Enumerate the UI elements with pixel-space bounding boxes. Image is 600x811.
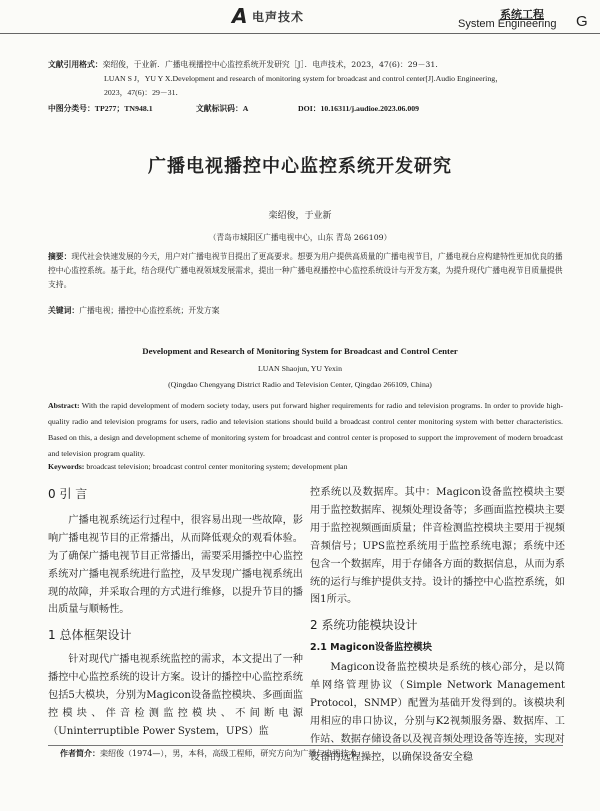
author-bio bbox=[60, 748, 364, 759]
english-affiliation: (Qingdao Chengyang District Radio and Television Center, Qingdao 266109, China) bbox=[168, 380, 432, 389]
abstract-cn-text: 现代社会快速发展的今天，用户对广播电视节目提出了更高要求。想要为用户提供高质量的广播电视节目，广播电视台应构建特性更加优良的播控中心监控系统。基于此，结合现代广播电视领域发展需求，提出一种广播电视播控中心监控系统设计与开发方案，为提升现代广播电视节目质量提供支持。 bbox=[48, 252, 563, 289]
column-name-en-tail: G bbox=[576, 13, 588, 30]
section-2-heading: 2 系统功能模块设计 bbox=[310, 618, 418, 633]
keywords-cn-text: 广播电视；播控中心监控系统；开发方案 bbox=[79, 306, 220, 315]
citation-cn-text: 栾绍俊，于业新．广播电视播控中心监控系统开发研究［J］．电声技术，2023，47(6)：29－31． bbox=[102, 60, 444, 69]
section-2-1-heading: 2.1 Magicon设备监控模块 bbox=[310, 642, 432, 654]
english-keywords bbox=[48, 462, 563, 471]
doc-label: 文献标识码： bbox=[196, 104, 243, 113]
english-abstract-label: Abstract: bbox=[48, 401, 80, 410]
section-1-paragraph: 针对现代广播电视系统监控的需求，本文提出了一种播控中心监控系统的设计方案。设计的播控中心监控系统包括5大模块，分别为Magicon设备监控模块、多画面监控模块、伴音检测监控模块、不间断电源（Uninterruptible Power System，UPS）监 bbox=[48, 654, 303, 737]
paper-authors: 栾绍俊，于业新 bbox=[268, 211, 332, 221]
citation-label: 文献引用格式： bbox=[48, 60, 103, 69]
english-authors: LUAN Shaojun, YU Yexin bbox=[258, 364, 342, 373]
keywords-cn bbox=[48, 305, 563, 316]
english-title: Development and Research of Monitoring System for Broadcast and Control Center bbox=[142, 346, 458, 356]
citation-en-line1: LUAN S J，YU Y X.Development and research of monitoring system for broadcast and control center[J].Audio Engineering， bbox=[104, 74, 503, 83]
section-0-paragraph: 广播电视系统运行过程中，很容易出现一些故障，影响广播电视节目的正常播出，从而降低观众的观看体验。为了确保广播电视节目正常播出，需要采用播控中心监控系统对广播电视系统进行监控，及早发现广播电视系统出现的故障，并采取合理的方式进行维修，以提升节目的播出质量与顺畅性。 bbox=[48, 514, 303, 616]
abstract-cn bbox=[48, 250, 563, 292]
clc-value: TP277；TN948.1 bbox=[94, 104, 153, 113]
citation-en-line2: 2023，47(6)：29－31． bbox=[104, 88, 184, 97]
right-paragraph-1: 控系统以及数据库。其中：Magicon设备监控模块主要用于监控数据库、视频处理设备等；多画面监控模块主要用于监控视频画面质量；伴音检测监控模块主要用于视频音频信号；UPS监控系统用于监控系统电源；系统中还包含一个数据库，用于存储各方面的数据信息，从而为系统的运行与维护提供支持。设计的播控中心监控系统，如图1所示。 bbox=[310, 487, 565, 606]
doc-value: A bbox=[242, 104, 249, 113]
english-abstract bbox=[48, 398, 563, 462]
section-2-1-paragraph: Magicon设备监控模块是系统的核心部分，是以简单网络管理协议（Simple Network Management Protocol，SNMP）配置为基础开发得到的。该模块利用相应的串口协议，分别与K2视频服务器、数据库、工作站、数据存储设备以及视音频处理设备等连接，实现对设备的远程操控，以确保设备安全稳 bbox=[310, 662, 565, 763]
journal-logo-mark: A bbox=[232, 4, 248, 28]
author-bio-label: 作者简介： bbox=[60, 748, 100, 758]
journal-logo-text: 电声技术 bbox=[252, 10, 305, 24]
footer-rule bbox=[48, 745, 563, 746]
column-name-en: System Engineering bbox=[458, 18, 557, 30]
right-column bbox=[310, 484, 565, 767]
keywords-cn-label: 关键词： bbox=[48, 306, 80, 315]
section-0-heading: 0 引 言 bbox=[48, 487, 88, 501]
header-rule bbox=[0, 33, 600, 34]
english-keywords-label: Keywords: bbox=[48, 462, 85, 471]
paper-affiliation: （青岛市城阳区广播电视中心，山东 青岛 266109） bbox=[208, 233, 392, 242]
citation-cn bbox=[48, 58, 568, 72]
abstract-cn-label: 摘要： bbox=[48, 252, 72, 261]
left-column bbox=[48, 486, 303, 741]
doi-value: 10.16311/j.audioe.2023.06.009 bbox=[320, 104, 420, 113]
doi bbox=[298, 103, 419, 114]
document-code bbox=[196, 103, 248, 114]
english-abstract-text: With the rapid development of modern society today, users put forward higher requirements for radio and television programs. In order to provide high-quality radio and television programs for users, radio and television stations should build a broadcast control center monitoring system with better characteristics. Based on this, a design and development scheme of monitoring system for broadcast and control center is proposed to support the improvement of modern broadcast and television program quality. bbox=[48, 401, 563, 458]
english-keywords-text: broadcast television; broadcast control center monitoring system; development plan bbox=[86, 462, 348, 471]
paper-title: 广播电视播控中心监控系统开发研究 bbox=[148, 156, 452, 177]
column-name-cn: 系统工程 bbox=[500, 8, 544, 21]
clc-number bbox=[48, 103, 153, 114]
section-1-heading: 1 总体框架设计 bbox=[48, 628, 132, 643]
author-bio-text: 栾绍俊（1974—），男，本科，高级工程师，研究方向为广播与电视技术。 bbox=[100, 749, 365, 758]
clc-label: 中图分类号： bbox=[48, 104, 95, 113]
doi-label: DOI： bbox=[298, 104, 321, 113]
